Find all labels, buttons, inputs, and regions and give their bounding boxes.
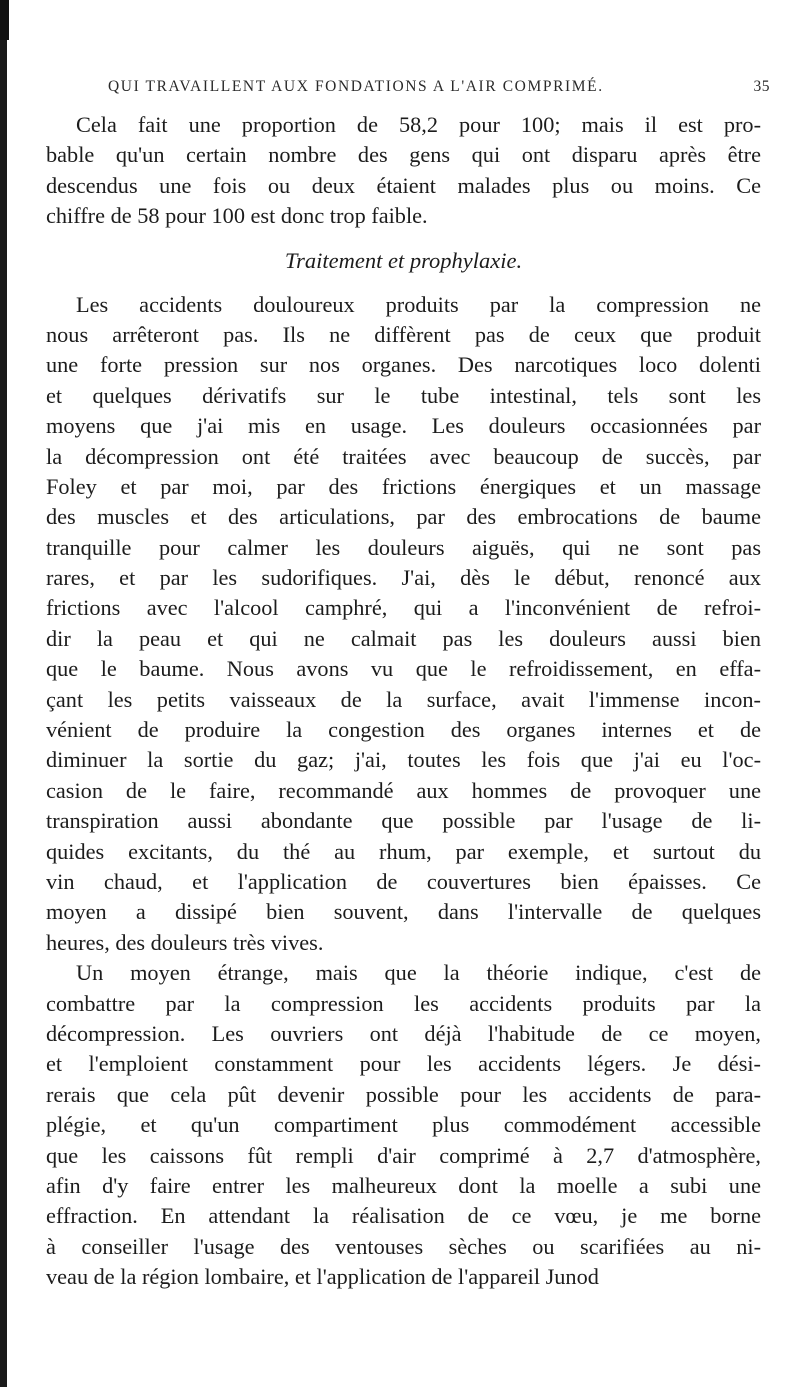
running-head-title: QUI TRAVAILLENT AUX FONDATIONS A L'AIR COMPRIMÉ. (108, 78, 604, 95)
text-line: et quelques dérivatifs sur le tube intestinal, tels sont les (46, 382, 761, 408)
text-line: la décompression ont été traitées avec beaucoup de succès, par (46, 443, 761, 469)
page-number: 35 (753, 78, 770, 95)
text-line: casion de le faire, recommandé aux hommes de provoquer une (46, 777, 761, 803)
text-line: heures, des douleurs très vives. (46, 929, 324, 955)
text-line: rares, et par les sudorifiques. J'ai, dès le début, renoncé aux (46, 565, 761, 591)
text-line: frictions avec l'alcool camphré, qui a l'inconvénient de refroi- (46, 595, 761, 621)
running-head (80, 78, 770, 102)
paragraph-2 (46, 290, 761, 959)
text-line: combattre par la compression les accidents produits par la (46, 990, 761, 1016)
text-line: Foley et par moi, par des frictions énergiques et un massage (46, 473, 761, 499)
binding-shadow (0, 0, 7, 1387)
text-line: transpiration aussi abondante que possible par l'usage de li- (46, 808, 761, 834)
text-line: et l'emploient constamment pour les accidents légers. Je dési- (46, 1051, 761, 1077)
text-line: que les caissons fût rempli d'air comprimé à 2,7 d'atmosphère, (46, 1142, 761, 1168)
text-line: vénient de produire la congestion des organes internes et de (46, 717, 761, 743)
text-line: bable qu'un certain nombre des gens qui ont disparu après être (46, 142, 761, 168)
text-line: afin d'y faire entrer les malheureux dont la moelle a subi une (46, 1172, 761, 1198)
text-line: plégie, et qu'un compartiment plus commodément accessible (46, 1112, 761, 1138)
text-line: vin chaud, et l'application de couvertures bien épaisses. Ce (46, 868, 761, 894)
text-line: une forte pression sur nos organes. Des narcotiques loco dolenti (46, 352, 761, 378)
text-line: tranquille pour calmer les douleurs aiguës, qui ne sont pas (46, 534, 761, 560)
text-line: des muscles et des articulations, par des embrocations de baume (46, 504, 761, 530)
text-line: décompression. Les ouvriers ont déjà l'habitude de ce moyen, (46, 1020, 761, 1046)
text-line: moyen a dissipé bien souvent, dans l'intervalle de quelques (46, 899, 761, 925)
text-line: Un moyen étrange, mais que la théorie indique, c'est de (76, 960, 761, 986)
paragraph-1 (46, 110, 761, 232)
text-line: quides excitants, du thé au rhum, par exemple, et surtout du (46, 838, 761, 864)
paragraph-3 (46, 958, 761, 1292)
section-heading: Traitement et prophylaxie. (284, 247, 523, 273)
text-line: chiffre de 58 pour 100 est donc trop faible. (46, 203, 428, 229)
text-line: à conseiller l'usage des ventouses sèches ou scarifiées au ni- (46, 1233, 761, 1259)
page-sheet (28, 0, 790, 1387)
text-line: dir la peau et qui ne calmait pas les douleurs aussi bien (46, 625, 761, 651)
text-line: nous arrêteront pas. Ils ne diffèrent pas de ceux que produit (46, 321, 761, 347)
text-line: Les accidents douloureux produits par la compression ne (76, 291, 761, 317)
text-line: Cela fait une proportion de 58,2 pour 100; mais il est pro- (76, 112, 761, 137)
text-line: çant les petits vaisseaux de la surface, avait l'immense incon- (46, 686, 761, 712)
text-line: rerais que cela pût devenir possible pour les accidents de para- (46, 1081, 761, 1107)
text-line: descendus une fois ou deux étaient malades plus ou moins. Ce (46, 172, 761, 198)
text-line: effraction. En attendant la réalisation de ce vœu, je me borne (46, 1203, 761, 1229)
body-text (46, 110, 761, 1292)
text-line: diminuer la sortie du gaz; j'ai, toutes les fois que j'ai eu l'oc- (46, 747, 761, 773)
text-line: moyens que j'ai mis en usage. Les douleurs occasionnées par (46, 413, 761, 439)
binding-shadow-top (0, 0, 9, 40)
text-line: que le baume. Nous avons vu que le refroidissement, en effa- (46, 656, 761, 682)
text-line: veau de la région lombaire, et l'application de l'appareil Junod (46, 1264, 599, 1290)
